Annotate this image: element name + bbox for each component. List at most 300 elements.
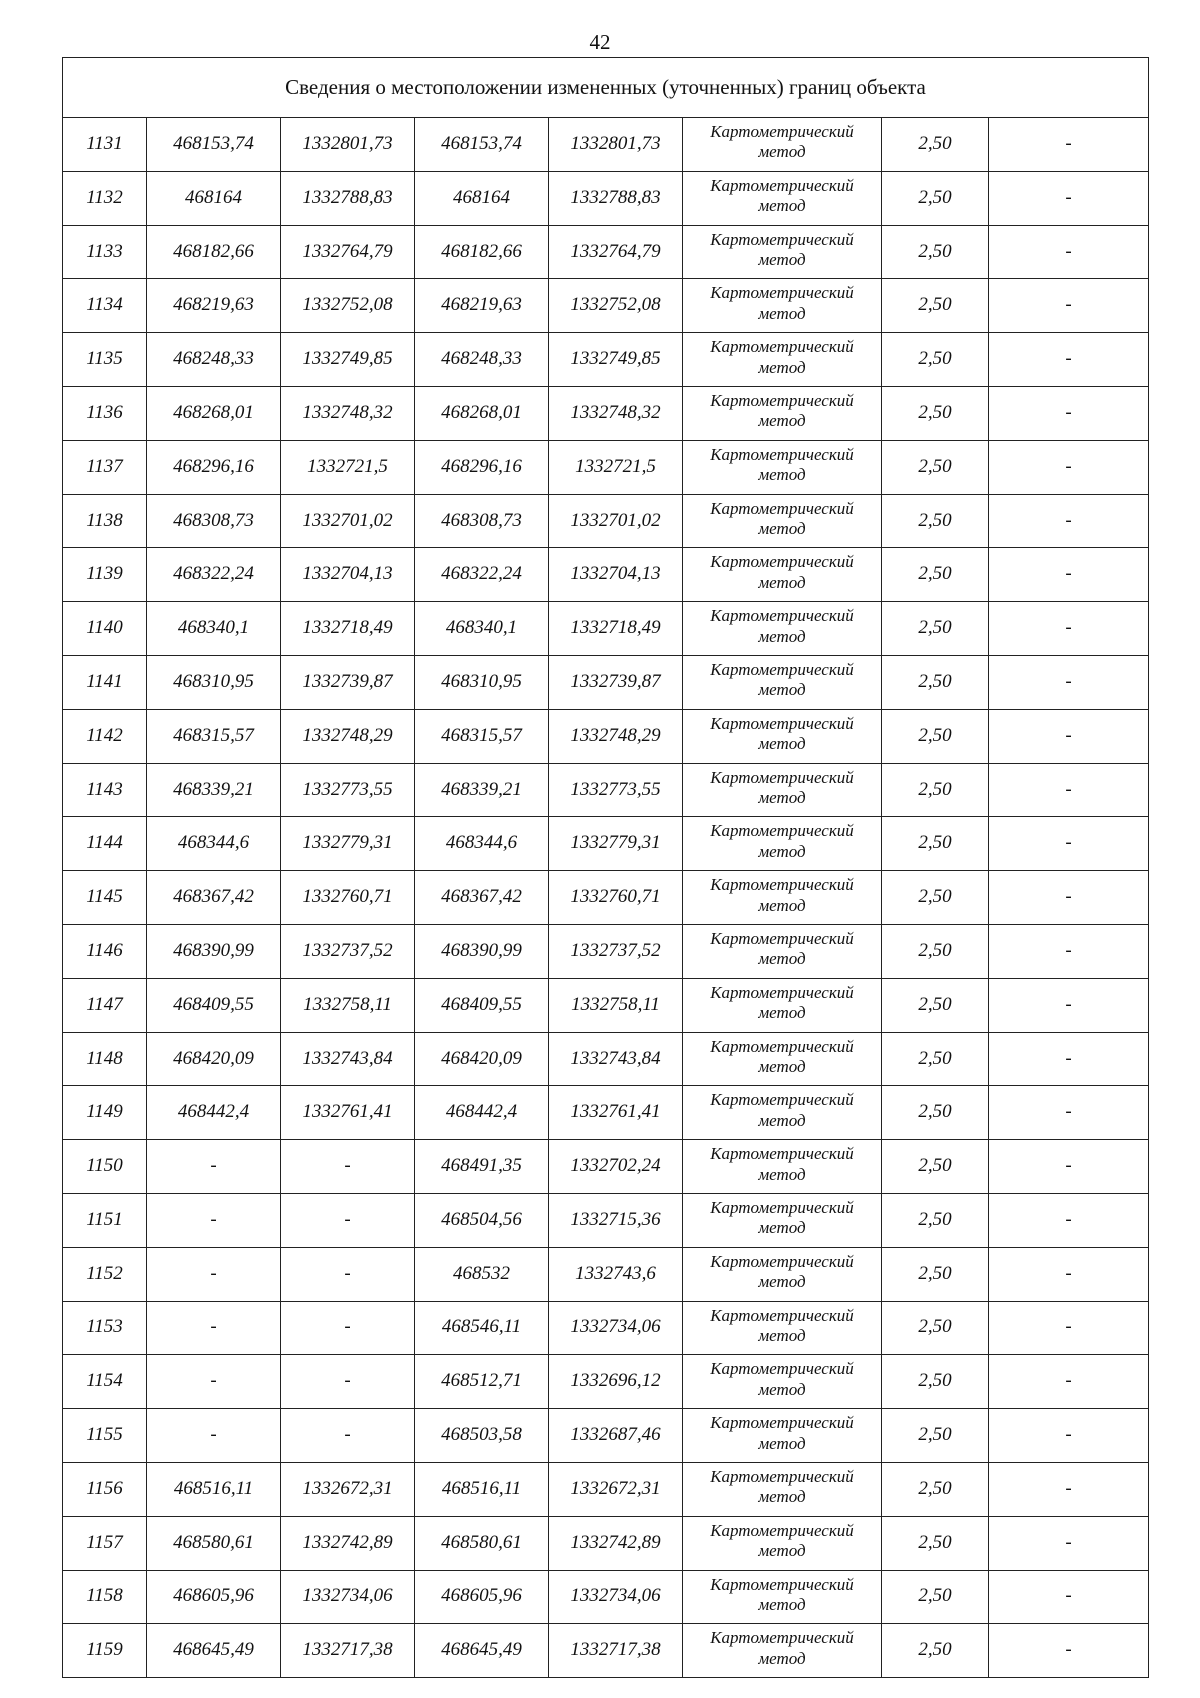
existing-y-cell: 1332779,31 xyxy=(281,817,415,871)
point-number-cell: 1156 xyxy=(63,1462,147,1516)
refined-x-cell: 468268,01 xyxy=(415,386,549,440)
existing-x-cell: - xyxy=(147,1301,281,1355)
refined-y-cell: 1332702,24 xyxy=(549,1140,683,1194)
existing-x-cell: 468605,96 xyxy=(147,1570,281,1624)
accuracy-cell: 2,50 xyxy=(882,655,989,709)
note-cell: - xyxy=(989,171,1149,225)
existing-y-cell: - xyxy=(281,1193,415,1247)
existing-y-cell: 1332801,73 xyxy=(281,118,415,172)
refined-x-cell: 468605,96 xyxy=(415,1570,549,1624)
note-cell: - xyxy=(989,333,1149,387)
point-number-cell: 1142 xyxy=(63,709,147,763)
refined-y-cell: 1332764,79 xyxy=(549,225,683,279)
refined-x-cell: 468308,73 xyxy=(415,494,549,548)
note-cell: - xyxy=(989,1301,1149,1355)
method-line-2: метод xyxy=(758,949,806,969)
table-row xyxy=(63,225,1149,279)
existing-y-cell: 1332761,41 xyxy=(281,1086,415,1140)
refined-x-cell: 468390,99 xyxy=(415,924,549,978)
accuracy-cell: 2,50 xyxy=(882,1193,989,1247)
existing-x-cell: 468153,74 xyxy=(147,118,281,172)
refined-y-cell: 1332788,83 xyxy=(549,171,683,225)
method-line-1: Картометрический xyxy=(710,337,854,357)
existing-x-cell: - xyxy=(147,1193,281,1247)
method-line-1: Картометрический xyxy=(710,283,854,303)
method-line-1: Картометрический xyxy=(710,1251,854,1271)
method-line-2: метод xyxy=(758,1487,806,1507)
method-cell xyxy=(683,386,882,440)
point-number-cell: 1140 xyxy=(63,602,147,656)
method-cell xyxy=(683,1247,882,1301)
method-line-2: метод xyxy=(758,1110,806,1130)
existing-x-cell: 468296,16 xyxy=(147,440,281,494)
refined-y-cell: 1332748,32 xyxy=(549,386,683,440)
point-number-cell: 1151 xyxy=(63,1193,147,1247)
method-cell xyxy=(683,1570,882,1624)
method-line-2: метод xyxy=(758,626,806,646)
note-cell: - xyxy=(989,763,1149,817)
point-number-cell: 1159 xyxy=(63,1624,147,1678)
point-number-cell: 1147 xyxy=(63,978,147,1032)
method-line-2: метод xyxy=(758,734,806,754)
method-line-2: метод xyxy=(758,357,806,377)
refined-y-cell: 1332715,36 xyxy=(549,1193,683,1247)
existing-x-cell: 468315,57 xyxy=(147,709,281,763)
method-line-2: метод xyxy=(758,841,806,861)
method-line-1: Картометрический xyxy=(710,606,854,626)
existing-x-cell: 468164 xyxy=(147,171,281,225)
refined-y-cell: 1332743,6 xyxy=(549,1247,683,1301)
note-cell: - xyxy=(989,1624,1149,1678)
method-cell xyxy=(683,333,882,387)
method-line-2: метод xyxy=(758,1648,806,1668)
existing-x-cell: 468339,21 xyxy=(147,763,281,817)
accuracy-cell: 2,50 xyxy=(882,225,989,279)
note-cell: - xyxy=(989,494,1149,548)
method-line-2: метод xyxy=(758,411,806,431)
method-cell xyxy=(683,709,882,763)
table-row xyxy=(63,602,1149,656)
refined-y-cell: 1332734,06 xyxy=(549,1301,683,1355)
method-line-1: Картометрический xyxy=(710,122,854,141)
refined-x-cell: 468512,71 xyxy=(415,1355,549,1409)
refined-x-cell: 468344,6 xyxy=(415,817,549,871)
existing-y-cell: - xyxy=(281,1355,415,1409)
method-cell xyxy=(683,978,882,1032)
point-number-cell: 1152 xyxy=(63,1247,147,1301)
existing-x-cell: 468182,66 xyxy=(147,225,281,279)
refined-y-cell: 1332717,38 xyxy=(549,1624,683,1678)
method-cell xyxy=(683,440,882,494)
point-number-cell: 1131 xyxy=(63,118,147,172)
note-cell: - xyxy=(989,817,1149,871)
refined-y-cell: 1332743,84 xyxy=(549,1032,683,1086)
refined-x-cell: 468296,16 xyxy=(415,440,549,494)
point-number-cell: 1149 xyxy=(63,1086,147,1140)
refined-y-cell: 1332701,02 xyxy=(549,494,683,548)
existing-y-cell: 1332748,29 xyxy=(281,709,415,763)
method-cell xyxy=(683,494,882,548)
method-line-1: Картометрический xyxy=(710,175,854,195)
method-cell xyxy=(683,225,882,279)
note-cell: - xyxy=(989,1247,1149,1301)
table-body xyxy=(63,58,1149,1678)
method-cell xyxy=(683,1462,882,1516)
method-line-2: метод xyxy=(758,680,806,700)
note-cell: - xyxy=(989,655,1149,709)
refined-y-cell: 1332734,06 xyxy=(549,1570,683,1624)
existing-x-cell: 468442,4 xyxy=(147,1086,281,1140)
method-line-2: метод xyxy=(758,1003,806,1023)
refined-y-cell: 1332749,85 xyxy=(549,333,683,387)
method-line-1: Картометрический xyxy=(710,1305,854,1325)
refined-y-cell: 1332801,73 xyxy=(549,118,683,172)
note-cell: - xyxy=(989,978,1149,1032)
existing-y-cell: 1332788,83 xyxy=(281,171,415,225)
method-line-1: Картометрический xyxy=(710,821,854,841)
accuracy-cell: 2,50 xyxy=(882,494,989,548)
method-line-2: метод xyxy=(758,1056,806,1076)
refined-x-cell: 468409,55 xyxy=(415,978,549,1032)
method-cell xyxy=(683,1032,882,1086)
refined-x-cell: 468153,74 xyxy=(415,118,549,172)
refined-x-cell: 468182,66 xyxy=(415,225,549,279)
refined-y-cell: 1332672,31 xyxy=(549,1462,683,1516)
refined-x-cell: 468310,95 xyxy=(415,655,549,709)
existing-y-cell: 1332672,31 xyxy=(281,1462,415,1516)
existing-y-cell: 1332749,85 xyxy=(281,333,415,387)
accuracy-cell: 2,50 xyxy=(882,602,989,656)
method-cell xyxy=(683,1140,882,1194)
existing-y-cell: - xyxy=(281,1301,415,1355)
accuracy-cell: 2,50 xyxy=(882,171,989,225)
method-cell xyxy=(683,279,882,333)
table-row xyxy=(63,1462,1149,1516)
point-number-cell: 1148 xyxy=(63,1032,147,1086)
accuracy-cell: 2,50 xyxy=(882,1032,989,1086)
table-row xyxy=(63,494,1149,548)
accuracy-cell: 2,50 xyxy=(882,1301,989,1355)
method-line-2: метод xyxy=(758,249,806,269)
accuracy-cell: 2,50 xyxy=(882,1140,989,1194)
method-line-2: метод xyxy=(758,1379,806,1399)
existing-y-cell: 1332717,38 xyxy=(281,1624,415,1678)
point-number-cell: 1139 xyxy=(63,548,147,602)
accuracy-cell: 2,50 xyxy=(882,548,989,602)
method-cell xyxy=(683,1193,882,1247)
table-row xyxy=(63,440,1149,494)
refined-y-cell: 1332704,13 xyxy=(549,548,683,602)
method-line-1: Картометрический xyxy=(710,1466,854,1486)
existing-x-cell: - xyxy=(147,1140,281,1194)
method-line-2: метод xyxy=(758,303,806,323)
point-number-cell: 1143 xyxy=(63,763,147,817)
accuracy-cell: 2,50 xyxy=(882,763,989,817)
method-line-1: Картометрический xyxy=(710,928,854,948)
method-line-1: Картометрический xyxy=(710,659,854,679)
existing-x-cell: 468268,01 xyxy=(147,386,281,440)
refined-y-cell: 1332779,31 xyxy=(549,817,683,871)
refined-x-cell: 468248,33 xyxy=(415,333,549,387)
method-line-1: Картометрический xyxy=(710,767,854,787)
method-line-2: метод xyxy=(758,895,806,915)
table-row xyxy=(63,279,1149,333)
method-cell xyxy=(683,602,882,656)
point-number-cell: 1132 xyxy=(63,171,147,225)
refined-y-cell: 1332752,08 xyxy=(549,279,683,333)
method-cell xyxy=(683,1086,882,1140)
refined-x-cell: 468442,4 xyxy=(415,1086,549,1140)
table-row xyxy=(63,1086,1149,1140)
method-line-2: метод xyxy=(758,1541,806,1561)
note-cell: - xyxy=(989,386,1149,440)
note-cell: - xyxy=(989,602,1149,656)
method-line-2: метод xyxy=(758,196,806,216)
page-number: 42 xyxy=(589,30,611,54)
table-row xyxy=(63,1032,1149,1086)
table-row xyxy=(63,386,1149,440)
refined-y-cell: 1332761,41 xyxy=(549,1086,683,1140)
existing-x-cell: - xyxy=(147,1355,281,1409)
method-line-2: метод xyxy=(758,1594,806,1614)
method-line-1: Картометрический xyxy=(710,875,854,895)
method-line-1: Картометрический xyxy=(710,444,854,464)
refined-y-cell: 1332742,89 xyxy=(549,1516,683,1570)
existing-y-cell: 1332764,79 xyxy=(281,225,415,279)
method-line-1: Картометрический xyxy=(710,1574,854,1594)
refined-y-cell: 1332760,71 xyxy=(549,871,683,925)
method-line-2: метод xyxy=(758,142,806,162)
existing-x-cell: 468420,09 xyxy=(147,1032,281,1086)
accuracy-cell: 2,50 xyxy=(882,386,989,440)
method-cell xyxy=(683,924,882,978)
existing-y-cell: 1332737,52 xyxy=(281,924,415,978)
method-line-1: Картометрический xyxy=(710,1359,854,1379)
refined-y-cell: 1332721,5 xyxy=(549,440,683,494)
point-number-cell: 1157 xyxy=(63,1516,147,1570)
method-line-2: метод xyxy=(758,572,806,592)
refined-x-cell: 468315,57 xyxy=(415,709,549,763)
accuracy-cell: 2,50 xyxy=(882,1462,989,1516)
method-line-2: метод xyxy=(758,465,806,485)
refined-x-cell: 468340,1 xyxy=(415,602,549,656)
table-row xyxy=(63,333,1149,387)
method-cell xyxy=(683,171,882,225)
point-number-cell: 1150 xyxy=(63,1140,147,1194)
method-cell xyxy=(683,871,882,925)
existing-y-cell: 1332718,49 xyxy=(281,602,415,656)
existing-x-cell: 468308,73 xyxy=(147,494,281,548)
existing-x-cell: 468645,49 xyxy=(147,1624,281,1678)
point-number-cell: 1141 xyxy=(63,655,147,709)
note-cell: - xyxy=(989,1086,1149,1140)
accuracy-cell: 2,50 xyxy=(882,1247,989,1301)
existing-y-cell: 1332701,02 xyxy=(281,494,415,548)
accuracy-cell: 2,50 xyxy=(882,440,989,494)
point-number-cell: 1154 xyxy=(63,1355,147,1409)
accuracy-cell: 2,50 xyxy=(882,709,989,763)
refined-y-cell: 1332718,49 xyxy=(549,602,683,656)
method-cell xyxy=(683,1301,882,1355)
table-row xyxy=(63,1140,1149,1194)
method-line-1: Картометрический xyxy=(710,390,854,410)
note-cell: - xyxy=(989,1193,1149,1247)
refined-x-cell: 468504,56 xyxy=(415,1193,549,1247)
method-cell xyxy=(683,548,882,602)
table-row xyxy=(63,978,1149,1032)
refined-y-cell: 1332739,87 xyxy=(549,655,683,709)
table-row xyxy=(63,871,1149,925)
accuracy-cell: 2,50 xyxy=(882,279,989,333)
refined-y-cell: 1332773,55 xyxy=(549,763,683,817)
existing-y-cell: 1332704,13 xyxy=(281,548,415,602)
existing-x-cell: 468322,24 xyxy=(147,548,281,602)
accuracy-cell: 2,50 xyxy=(882,978,989,1032)
boundary-coordinates-table xyxy=(62,57,1149,1678)
table-row xyxy=(63,171,1149,225)
method-line-2: метод xyxy=(758,787,806,807)
method-line-1: Картометрический xyxy=(710,713,854,733)
method-cell xyxy=(683,118,882,172)
note-cell: - xyxy=(989,1355,1149,1409)
existing-y-cell: 1332742,89 xyxy=(281,1516,415,1570)
point-number-cell: 1134 xyxy=(63,279,147,333)
method-line-2: метод xyxy=(758,518,806,538)
method-cell xyxy=(683,1624,882,1678)
existing-y-cell: 1332748,32 xyxy=(281,386,415,440)
accuracy-cell: 2,50 xyxy=(882,1086,989,1140)
table-row xyxy=(63,655,1149,709)
method-line-1: Картометрический xyxy=(710,1520,854,1540)
method-cell xyxy=(683,763,882,817)
refined-x-cell: 468164 xyxy=(415,171,549,225)
method-line-1: Картометрический xyxy=(710,1036,854,1056)
refined-x-cell: 468367,42 xyxy=(415,871,549,925)
note-cell: - xyxy=(989,1409,1149,1463)
accuracy-cell: 2,50 xyxy=(882,333,989,387)
existing-x-cell: 468580,61 xyxy=(147,1516,281,1570)
point-number-cell: 1136 xyxy=(63,386,147,440)
note-cell: - xyxy=(989,279,1149,333)
refined-x-cell: 468546,11 xyxy=(415,1301,549,1355)
accuracy-cell: 2,50 xyxy=(882,118,989,172)
refined-y-cell: 1332758,11 xyxy=(549,978,683,1032)
existing-x-cell: 468248,33 xyxy=(147,333,281,387)
existing-x-cell: 468409,55 xyxy=(147,978,281,1032)
existing-x-cell: 468219,63 xyxy=(147,279,281,333)
point-number-cell: 1144 xyxy=(63,817,147,871)
note-cell: - xyxy=(989,1570,1149,1624)
point-number-cell: 1158 xyxy=(63,1570,147,1624)
accuracy-cell: 2,50 xyxy=(882,1624,989,1678)
point-number-cell: 1138 xyxy=(63,494,147,548)
point-number-cell: 1137 xyxy=(63,440,147,494)
method-line-1: Картометрический xyxy=(710,498,854,518)
table-row xyxy=(63,1301,1149,1355)
method-cell xyxy=(683,1516,882,1570)
point-number-cell: 1153 xyxy=(63,1301,147,1355)
existing-y-cell: - xyxy=(281,1409,415,1463)
table-row xyxy=(63,709,1149,763)
method-cell xyxy=(683,655,882,709)
method-line-2: метод xyxy=(758,1325,806,1345)
accuracy-cell: 2,50 xyxy=(882,1355,989,1409)
accuracy-cell: 2,50 xyxy=(882,1570,989,1624)
method-cell xyxy=(683,1409,882,1463)
refined-x-cell: 468516,11 xyxy=(415,1462,549,1516)
table-row xyxy=(63,548,1149,602)
method-line-2: метод xyxy=(758,1272,806,1292)
accuracy-cell: 2,50 xyxy=(882,924,989,978)
note-cell: - xyxy=(989,118,1149,172)
existing-y-cell: 1332760,71 xyxy=(281,871,415,925)
existing-y-cell: 1332752,08 xyxy=(281,279,415,333)
table-row xyxy=(63,1193,1149,1247)
method-line-2: метод xyxy=(758,1218,806,1238)
note-cell: - xyxy=(989,1032,1149,1086)
point-number-cell: 1135 xyxy=(63,333,147,387)
existing-y-cell: - xyxy=(281,1247,415,1301)
refined-y-cell: 1332748,29 xyxy=(549,709,683,763)
refined-x-cell: 468645,49 xyxy=(415,1624,549,1678)
method-line-1: Картометрический xyxy=(710,1628,854,1648)
refined-y-cell: 1332696,12 xyxy=(549,1355,683,1409)
note-cell: - xyxy=(989,548,1149,602)
method-line-1: Картометрический xyxy=(710,1197,854,1217)
accuracy-cell: 2,50 xyxy=(882,817,989,871)
method-cell xyxy=(683,1355,882,1409)
table-row xyxy=(63,1355,1149,1409)
existing-y-cell: 1332721,5 xyxy=(281,440,415,494)
table-row xyxy=(63,1624,1149,1678)
accuracy-cell: 2,50 xyxy=(882,1409,989,1463)
existing-x-cell: 468310,95 xyxy=(147,655,281,709)
table-row xyxy=(63,118,1149,172)
method-line-1: Картометрический xyxy=(710,982,854,1002)
existing-y-cell: 1332734,06 xyxy=(281,1570,415,1624)
method-line-1: Картометрический xyxy=(710,1144,854,1164)
existing-y-cell: 1332758,11 xyxy=(281,978,415,1032)
existing-y-cell: - xyxy=(281,1140,415,1194)
refined-x-cell: 468339,21 xyxy=(415,763,549,817)
note-cell: - xyxy=(989,1462,1149,1516)
note-cell: - xyxy=(989,225,1149,279)
table-title: Сведения о местоположении измененных (уточненных) границ объекта xyxy=(63,58,1149,118)
refined-x-cell: 468322,24 xyxy=(415,548,549,602)
existing-y-cell: 1332773,55 xyxy=(281,763,415,817)
accuracy-cell: 2,50 xyxy=(882,1516,989,1570)
table-row xyxy=(63,763,1149,817)
table-row xyxy=(63,1516,1149,1570)
refined-y-cell: 1332737,52 xyxy=(549,924,683,978)
refined-x-cell: 468491,35 xyxy=(415,1140,549,1194)
note-cell: - xyxy=(989,709,1149,763)
method-line-2: метод xyxy=(758,1433,806,1453)
note-cell: - xyxy=(989,871,1149,925)
table-row xyxy=(63,817,1149,871)
table-header-row xyxy=(63,58,1149,118)
note-cell: - xyxy=(989,1140,1149,1194)
refined-x-cell: 468532 xyxy=(415,1247,549,1301)
point-number-cell: 1145 xyxy=(63,871,147,925)
point-number-cell: 1155 xyxy=(63,1409,147,1463)
refined-x-cell: 468503,58 xyxy=(415,1409,549,1463)
table-row xyxy=(63,924,1149,978)
note-cell: - xyxy=(989,924,1149,978)
refined-x-cell: 468420,09 xyxy=(415,1032,549,1086)
existing-x-cell: 468390,99 xyxy=(147,924,281,978)
note-cell: - xyxy=(989,440,1149,494)
